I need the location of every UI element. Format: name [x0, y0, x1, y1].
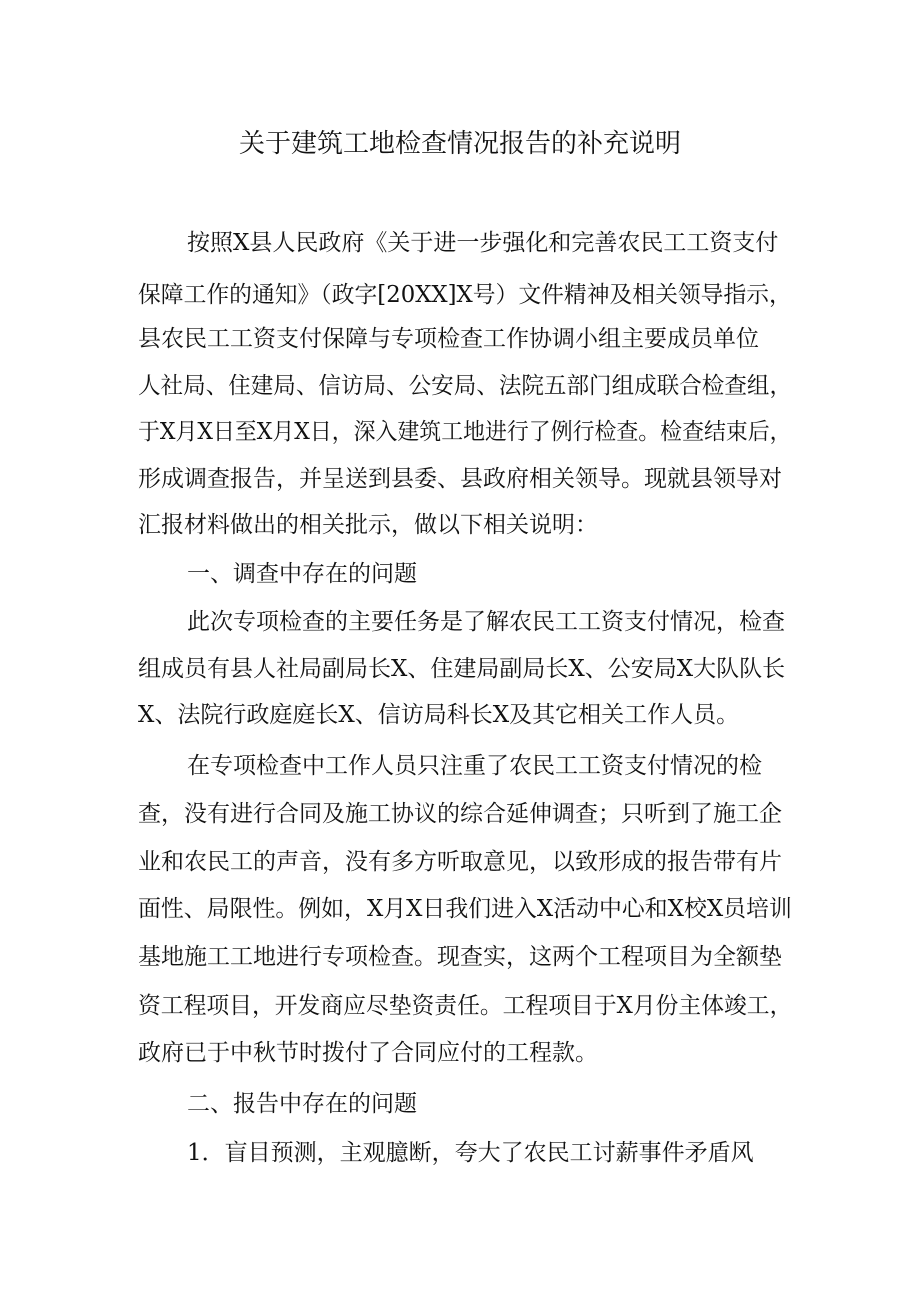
paragraph-3-line: 查，没有进行合同及施工协议的综合延伸调查；只听到了施工企 — [138, 801, 782, 827]
paragraph-1-line: 保障工作的通知》（政字[20XX]X号）文件精神及相关领导指示， — [138, 282, 792, 308]
paragraph-3-line: 业和农民工的声音，没有多方听取意见，以致形成的报告带有片 — [138, 849, 782, 875]
section-heading-1: 一、调查中存在的问题 — [187, 561, 417, 587]
paragraph-2-line: 此次专项检查的主要任务是了解农民工工资支付情况，检查 — [187, 609, 785, 635]
paragraph-1-line: 人社局、住建局、信访局、公安局、法院五部门组成联合检查组， — [138, 373, 792, 399]
paragraph-1-line: 按照X县人民政府《关于进一步强化和完善农民工工资支付 — [187, 230, 779, 256]
document-title: 关于建筑工地检查情况报告的补充说明 — [238, 129, 681, 159]
paragraph-1-line: 汇报材料做出的相关批示，做以下相关说明： — [138, 512, 598, 538]
paragraph-3-line: 政府已于中秋节时拨付了合同应付的工程款。 — [138, 1040, 598, 1066]
paragraph-2-line: 组成员有县人社局副局长X、住建局副局长X、公安局X大队队长 — [138, 656, 786, 682]
list-item-1: 1．盲目预测，主观臆断，夸大了农民工讨薪事件矛盾风 — [187, 1140, 754, 1166]
paragraph-1-line: 县农民工工资支付保障与专项检查工作协调小组主要成员单位 — [138, 326, 759, 352]
paragraph-3-line: 面性、局限性。例如，X月X日我们进入X活动中心和X校X员培训 — [138, 896, 792, 922]
paragraph-3-line: 基地施工工地进行专项检查。现查实，这两个工程项目为全额垫 — [138, 944, 782, 970]
paragraph-1-line: 形成调查报告，并呈送到县委、县政府相关领导。现就县领导对 — [138, 466, 782, 492]
paragraph-2-line: X、法院行政庭庭长X、信访局科长X及其它相关工作人员。 — [138, 702, 740, 728]
paragraph-1-line: 于X月X日至X月X日，深入建筑工地进行了例行检查。检查结束后， — [138, 419, 792, 445]
section-heading-2: 二、报告中存在的问题 — [187, 1091, 417, 1117]
paragraph-3-line: 资工程项目，开发商应尽垫资责任。工程项目于X月份主体竣工， — [138, 993, 793, 1019]
paragraph-3-line: 在专项检查中工作人员只注重了农民工工资支付情况的检 — [187, 753, 762, 779]
